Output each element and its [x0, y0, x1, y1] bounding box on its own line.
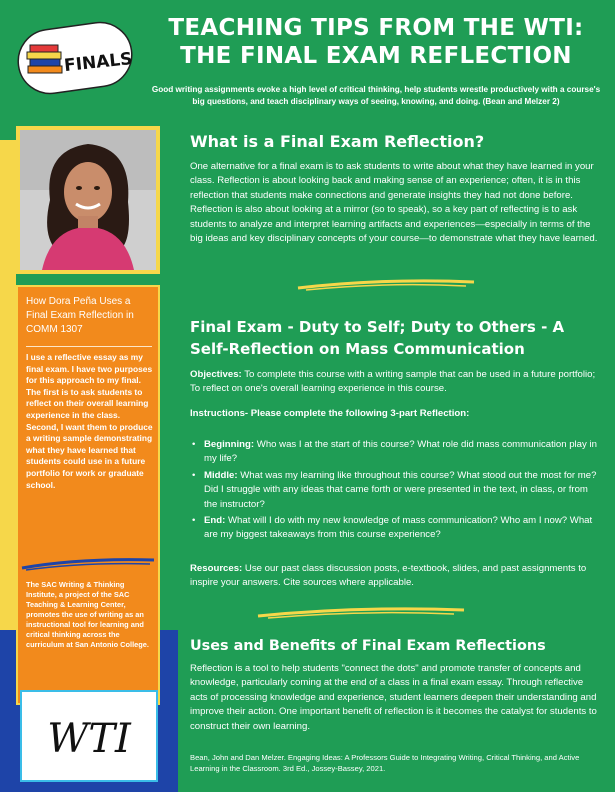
yellow-strip	[0, 140, 16, 630]
objectives-label: Objectives:	[190, 369, 242, 380]
yellow-swoosh-1	[296, 278, 476, 292]
books-icon	[27, 45, 62, 73]
citation: Bean, John and Dan Melzer. Engaging Ideas: A Professors Guide to Integrating Writing, Critical Thinking, and Active Learning in the Classroom. 3rd Ed., Jossey-Bassey, 2021.	[190, 753, 580, 773]
sidebar-body: I use a reflective essay as my final exam. I have two purposes for this approach to my final. The first is to ask students to reflect on their overall learning experience in the class. Second, I want them to produce a writing sample demonstrating what they have learned that students could use in a future portfolio for work or graduate school.	[26, 352, 153, 490]
sidebar-divider	[26, 346, 152, 347]
wti-logo-box	[20, 690, 158, 782]
item-text: Who was I at the start of this course? What role did mass communication play in my life?	[204, 439, 597, 465]
page-title	[146, 14, 606, 70]
heading-what-is: What is a Final Exam Reflection?	[190, 132, 485, 151]
instructions: Instructions- Please complete the following 3-part Reflection:	[190, 408, 470, 419]
uses-body: Reflection is a tool to help students "connect the dots" and promote transfer of concepts and knowledge, particularly coming at the end of a class in a final exam essay. Through reflective acts of processing knowledge and experience, student learners deepen their understanding and improve their action. One important benefit of reflection is it becomes the catalyst for students to construct their own learning.	[190, 663, 597, 732]
yellow-swoosh-2	[256, 606, 466, 620]
item-label: Middle:	[204, 469, 238, 481]
what-is-body: One alternative for a final exam is to ask students to write about what they have learned in your class. Reflection is about looking back and making sense of an experience; often, it is in this reflection that students make connections and generate insights they had not done before. Reflection is also about looking at a mirror (so to speak), so a key part of reflecting is to ask students to analyze and interpret learning artifacts and experiences—especially in terms of the big ideas and key disciplinary concepts of your course—to demonstrate what they have learned.	[190, 161, 598, 245]
list-item	[190, 469, 600, 512]
title-line-2: THE FINAL EXAM REFLECTION	[180, 43, 572, 69]
sidebar-swoosh	[20, 556, 156, 572]
portrait-photo	[20, 130, 156, 270]
sidebar-title: How Dora Peña Uses a Final Exam Reflection in COMM 1307	[26, 296, 134, 335]
heading-final-exam: Final Exam - Duty to Self; Duty to Others - A Self-Reflection on Mass Communication	[190, 318, 565, 358]
resources-label: Resources:	[190, 563, 243, 574]
item-label: Beginning:	[204, 439, 255, 450]
list-item	[190, 438, 600, 467]
logo-text: FINALS	[63, 49, 134, 77]
item-text: What will I do with my new knowledge of mass communication? Who am I now? What are my biggest takeaways from this course experience?	[204, 515, 593, 541]
reflection-list	[190, 438, 600, 545]
intro-quote: Good writing assignments evoke a high level of critical thinking, help students wrestle productively with a course's big questions, and teach disciplinary ways of seeing, knowing, and doing. (Bean and Melzer 2)	[151, 85, 601, 106]
institute-description: The SAC Writing & Thinking Institute, a project of the SAC Teaching & Learning Center, promotes the use of writing as an instructional tool for learning and critical thinking across the curriculum at San Antonio College.	[26, 580, 149, 649]
resources-text: Use our past class discussion posts, e-textbook, slides, and past assignments to inspire your answers. Cite sources where applicable.	[190, 563, 587, 589]
objectives	[190, 368, 600, 397]
wti-logo	[22, 692, 156, 780]
item-text: What was my learning like throughout this course? What stood out the most for me? Did I struggle with any ideas that came forth or were presented in the text, in class, or from the instructor?	[204, 469, 597, 510]
title-line-1: TEACHING TIPS FROM THE WTI:	[168, 15, 584, 41]
resources	[190, 562, 600, 591]
finals-logo	[14, 20, 136, 96]
list-item	[190, 514, 600, 543]
objectives-text: To complete this course with a writing sample that can be used in a future portfolio; To reflect on one's overall learning experience in this course.	[190, 369, 596, 395]
item-label: End:	[204, 515, 226, 527]
heading-uses-benefits: Uses and Benefits of Final Exam Reflections	[190, 638, 546, 654]
wti-logo-text: WTI	[47, 716, 131, 762]
